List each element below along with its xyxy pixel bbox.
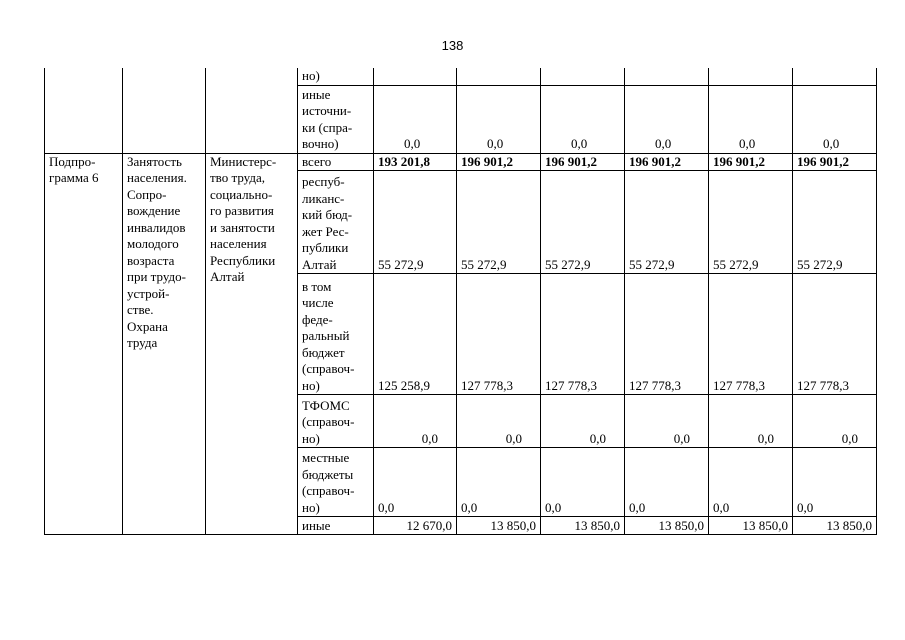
source-cell: иные источни- ки (спра- вочно): [298, 85, 374, 153]
value-cell: 196 901,2: [625, 153, 709, 171]
source-cell: но): [298, 68, 374, 85]
value-cell: 0,0: [709, 395, 793, 448]
value-cell: 0,0: [457, 395, 541, 448]
value-cell: 13 850,0: [625, 517, 709, 535]
value-cell: [625, 68, 709, 85]
source-cell: респуб- ликанс- кий бюд- жет Рес- публики Алтай: [298, 171, 374, 274]
value-cell: 0,0: [793, 85, 877, 153]
value-cell: 13 850,0: [793, 517, 877, 535]
source-cell: иные: [298, 517, 374, 535]
value-cell: 55 272,9: [457, 171, 541, 274]
value-cell: 13 850,0: [457, 517, 541, 535]
value-cell: 0,0: [793, 448, 877, 517]
table-row: [45, 68, 877, 85]
value-cell: 13 850,0: [541, 517, 625, 535]
value-cell: 196 901,2: [457, 153, 541, 171]
value-cell: 0,0: [374, 395, 457, 448]
value-cell: 0,0: [709, 448, 793, 517]
value-cell: 55 272,9: [625, 171, 709, 274]
value-cell: [709, 68, 793, 85]
page-number: 138: [441, 38, 464, 53]
program-code-cell: Подпро- грамма 6: [45, 153, 123, 535]
value-cell: 127 778,3: [793, 274, 877, 395]
value-cell: 127 778,3: [625, 274, 709, 395]
value-cell: 55 272,9: [374, 171, 457, 274]
value-cell: 0,0: [541, 85, 625, 153]
value-cell: 0,0: [541, 395, 625, 448]
value-cell: 193 201,8: [374, 153, 457, 171]
value-cell: 0,0: [625, 85, 709, 153]
value-cell: 0,0: [374, 448, 457, 517]
value-cell: [541, 68, 625, 85]
value-cell: [374, 68, 457, 85]
program-name-cell: Занятость населения. Сопро- вождение инвалидов молодого возраста при трудо- устрой- стве. Охрана труда: [123, 153, 206, 535]
program-name-cell-prev: [123, 68, 206, 153]
value-cell: 0,0: [374, 85, 457, 153]
value-cell: 0,0: [709, 85, 793, 153]
value-cell: 125 258,9: [374, 274, 457, 395]
value-cell: 127 778,3: [709, 274, 793, 395]
value-cell: 55 272,9: [793, 171, 877, 274]
value-cell: [793, 68, 877, 85]
value-cell: 55 272,9: [541, 171, 625, 274]
budget-table: [44, 68, 877, 535]
executor-cell: Министерс- тво труда, социально- го развития и занятости населения Республики Алтай: [206, 153, 298, 535]
value-cell: 0,0: [457, 448, 541, 517]
value-cell: 196 901,2: [709, 153, 793, 171]
source-cell: в том числе феде- ральный бюджет (справоч- но): [298, 274, 374, 395]
value-cell: 0,0: [793, 395, 877, 448]
value-cell: 0,0: [625, 395, 709, 448]
value-cell: [457, 68, 541, 85]
value-cell: 0,0: [625, 448, 709, 517]
value-cell: 127 778,3: [457, 274, 541, 395]
source-cell: ТФОМС (справоч- но): [298, 395, 374, 448]
value-cell: 0,0: [457, 85, 541, 153]
value-cell: 127 778,3: [541, 274, 625, 395]
value-cell: 55 272,9: [709, 171, 793, 274]
program-code-cell-prev: [45, 68, 123, 153]
source-cell: всего: [298, 153, 374, 171]
executor-cell-prev: [206, 68, 298, 153]
value-cell: 196 901,2: [541, 153, 625, 171]
value-cell: 13 850,0: [709, 517, 793, 535]
value-cell: 12 670,0: [374, 517, 457, 535]
value-cell: 0,0: [541, 448, 625, 517]
value-cell: 196 901,2: [793, 153, 877, 171]
source-cell: местные бюджеты (справоч- но): [298, 448, 374, 517]
table-row: [45, 153, 877, 171]
